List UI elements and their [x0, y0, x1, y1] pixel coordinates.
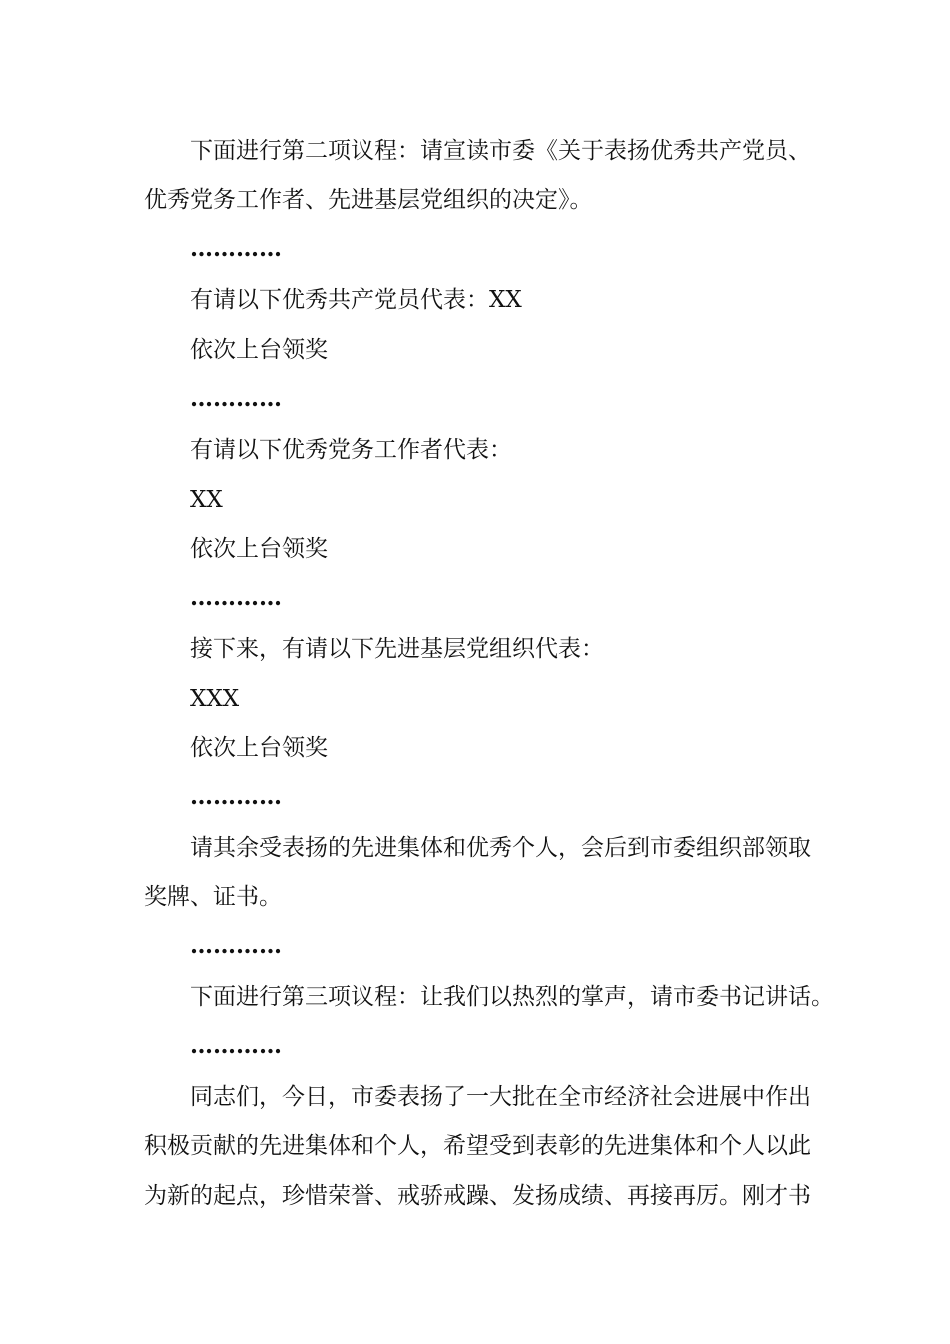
paragraph-line: 接下来，有请以下先进基层党组织代表：	[190, 636, 604, 662]
paragraph-line: 请其余受表扬的先进集体和优秀个人，会后到市委组织部领取	[190, 835, 811, 861]
paragraph-line: 下面进行第二项议程：请宣读市委《关于表扬优秀共产党员、	[190, 138, 811, 164]
paragraph-line: 奖牌、证书。	[144, 884, 282, 910]
ellipsis-separator: …………	[190, 1032, 282, 1059]
ellipsis-separator: …………	[190, 584, 282, 611]
paragraph-line: 同志们，今日，市委表扬了一大批在全市经济社会进展中作出	[190, 1084, 811, 1110]
paragraph-line: XX	[190, 487, 223, 513]
paragraph-line: 优秀党务工作者、先进基层党组织的决定》。	[144, 187, 593, 213]
ellipsis-separator: …………	[190, 783, 282, 810]
paragraph-line: 依次上台领奖	[190, 536, 328, 562]
paragraph-line: 积极贡献的先进集体和个人，希望受到表彰的先进集体和个人以此	[144, 1133, 811, 1159]
ellipsis-separator: …………	[190, 235, 282, 262]
paragraph-line: 依次上台领奖	[190, 735, 328, 761]
paragraph-line: 下面进行第三项议程：让我们以热烈的掌声，请市委书记讲话。	[190, 984, 834, 1010]
paragraph-line: 依次上台领奖	[190, 337, 328, 363]
paragraph-line: XXX	[190, 686, 240, 712]
paragraph-line: 为新的起点，珍惜荣誉、戒骄戒躁、发扬成绩、再接再厉。刚才书	[144, 1183, 811, 1209]
paragraph-line: 有请以下优秀党务工作者代表：	[190, 437, 512, 463]
ellipsis-separator: …………	[190, 932, 282, 959]
paragraph-line: 有请以下优秀共产党员代表：XX	[190, 287, 522, 313]
ellipsis-separator: …………	[190, 385, 282, 412]
